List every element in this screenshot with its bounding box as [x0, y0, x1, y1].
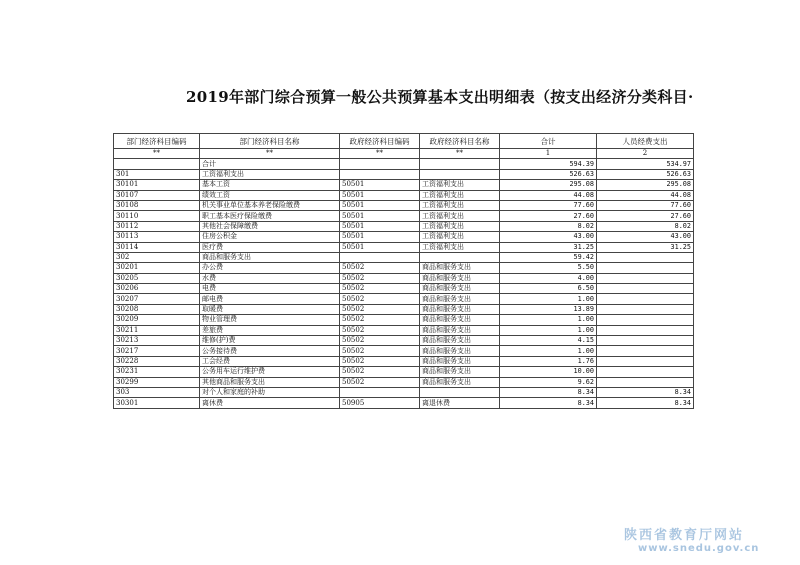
- table-row: [114, 367, 694, 377]
- personnel-cell: 77.60: [597, 200, 694, 210]
- dept-name-cell: 物业管理费: [200, 315, 340, 325]
- gov-name-cell: 商品和服务支出: [420, 336, 500, 346]
- dept-name-cell: 基本工资: [200, 180, 340, 190]
- total-cell: 526.63: [500, 169, 597, 179]
- dept-name-cell: 对个人和家庭的补助: [200, 387, 340, 397]
- gov-name-cell: 商品和服务支出: [420, 377, 500, 387]
- personnel-cell: [597, 325, 694, 335]
- subheader-cell: **: [420, 149, 500, 159]
- dept-code-cell: 30301: [114, 398, 200, 408]
- table-row: [114, 273, 694, 283]
- table-row: [114, 169, 694, 179]
- subheader-cell: 2: [597, 149, 694, 159]
- gov-name-cell: 工资福利支出: [420, 180, 500, 190]
- dept-name-cell: 办公费: [200, 263, 340, 273]
- dept-code-cell: 30112: [114, 221, 200, 231]
- table-row: [114, 336, 694, 346]
- gov-code-cell: 50502: [340, 336, 420, 346]
- gov-name-cell: 工资福利支出: [420, 200, 500, 210]
- table-row: [114, 159, 694, 169]
- header-gov-name: 政府经济科目名称: [420, 134, 500, 149]
- table-row: [114, 221, 694, 231]
- dept-code-cell: 303: [114, 387, 200, 397]
- dept-code-cell: 301: [114, 169, 200, 179]
- gov-name-cell: 商品和服务支出: [420, 294, 500, 304]
- dept-code-cell: 30101: [114, 180, 200, 190]
- personnel-cell: 43.00: [597, 232, 694, 242]
- watermark-site-name: 陕西省教育厅网站: [624, 528, 745, 543]
- personnel-cell: [597, 315, 694, 325]
- personnel-cell: 31.25: [597, 242, 694, 252]
- total-cell: 1.00: [500, 325, 597, 335]
- gov-name-cell: 工资福利支出: [420, 221, 500, 231]
- table-row: [114, 387, 694, 397]
- dept-code-cell: [114, 159, 200, 169]
- dept-code-cell: 30299: [114, 377, 200, 387]
- table-subheader-row: [114, 149, 694, 159]
- table-row: [114, 304, 694, 314]
- table-row: [114, 294, 694, 304]
- personnel-cell: 8.02: [597, 221, 694, 231]
- page-title: 2019年部门综合预算一般公共预算基本支出明细表（按支出经济分类科目·: [186, 88, 694, 106]
- gov-code-cell: 50501: [340, 221, 420, 231]
- total-cell: 8.34: [500, 387, 597, 397]
- header-personnel: 人员经费支出: [597, 134, 694, 149]
- gov-code-cell: [340, 387, 420, 397]
- gov-code-cell: 50501: [340, 232, 420, 242]
- dept-name-cell: 公务接待费: [200, 346, 340, 356]
- gov-code-cell: 50502: [340, 263, 420, 273]
- dept-name-cell: 电费: [200, 284, 340, 294]
- gov-code-cell: 50502: [340, 346, 420, 356]
- total-cell: 44.08: [500, 190, 597, 200]
- dept-name-cell: 住房公积金: [200, 232, 340, 242]
- table-row: [114, 180, 694, 190]
- gov-name-cell: 商品和服务支出: [420, 263, 500, 273]
- gov-name-cell: 商品和服务支出: [420, 367, 500, 377]
- total-cell: 6.50: [500, 284, 597, 294]
- watermark-url: www.snedu.gov.cn: [638, 543, 760, 554]
- total-cell: 295.08: [500, 180, 597, 190]
- dept-code-cell: 30211: [114, 325, 200, 335]
- gov-name-cell: 离退休费: [420, 398, 500, 408]
- gov-code-cell: 50501: [340, 180, 420, 190]
- total-cell: 27.60: [500, 211, 597, 221]
- personnel-cell: 27.60: [597, 211, 694, 221]
- dept-name-cell: 差旅费: [200, 325, 340, 335]
- dept-name-cell: 离休费: [200, 398, 340, 408]
- table-row: [114, 211, 694, 221]
- gov-code-cell: 50501: [340, 211, 420, 221]
- gov-name-cell: 商品和服务支出: [420, 325, 500, 335]
- personnel-cell: [597, 367, 694, 377]
- subheader-cell: **: [340, 149, 420, 159]
- gov-code-cell: 50501: [340, 200, 420, 210]
- dept-code-cell: 30231: [114, 367, 200, 377]
- total-cell: 10.00: [500, 367, 597, 377]
- gov-name-cell: 工资福利支出: [420, 190, 500, 200]
- total-cell: 1.00: [500, 315, 597, 325]
- personnel-cell: 534.97: [597, 159, 694, 169]
- personnel-cell: 8.34: [597, 387, 694, 397]
- total-cell: 77.60: [500, 200, 597, 210]
- dept-name-cell: 公务用车运行维护费: [200, 367, 340, 377]
- gov-name-cell: 商品和服务支出: [420, 356, 500, 366]
- gov-code-cell: 50905: [340, 398, 420, 408]
- dept-code-cell: 30108: [114, 200, 200, 210]
- total-cell: 1.76: [500, 356, 597, 366]
- total-cell: 31.25: [500, 242, 597, 252]
- gov-name-cell: 工资福利支出: [420, 232, 500, 242]
- subheader-cell: 1: [500, 149, 597, 159]
- gov-code-cell: 50502: [340, 356, 420, 366]
- table-row: [114, 190, 694, 200]
- gov-code-cell: 50502: [340, 304, 420, 314]
- personnel-cell: [597, 377, 694, 387]
- header-gov-code: 政府经济科目编码: [340, 134, 420, 149]
- gov-code-cell: [340, 159, 420, 169]
- dept-code-cell: 30205: [114, 273, 200, 283]
- dept-code-cell: 30208: [114, 304, 200, 314]
- table-row: [114, 242, 694, 252]
- header-total: 合计: [500, 134, 597, 149]
- dept-code-cell: 30201: [114, 263, 200, 273]
- total-cell: 1.00: [500, 294, 597, 304]
- dept-code-cell: 30107: [114, 190, 200, 200]
- table-row: [114, 200, 694, 210]
- gov-code-cell: [340, 169, 420, 179]
- table-row: [114, 232, 694, 242]
- gov-code-cell: 50501: [340, 242, 420, 252]
- personnel-cell: [597, 336, 694, 346]
- total-cell: 43.00: [500, 232, 597, 242]
- site-watermark: [624, 524, 759, 554]
- total-cell: 8.34: [500, 398, 597, 408]
- dept-name-cell: 工资福利支出: [200, 169, 340, 179]
- dept-code-cell: 30217: [114, 346, 200, 356]
- table-row: [114, 377, 694, 387]
- gov-code-cell: 50502: [340, 367, 420, 377]
- total-cell: 4.00: [500, 273, 597, 283]
- table-row: [114, 263, 694, 273]
- gov-code-cell: 50502: [340, 273, 420, 283]
- personnel-cell: [597, 263, 694, 273]
- total-cell: 13.89: [500, 304, 597, 314]
- total-cell: 9.62: [500, 377, 597, 387]
- personnel-cell: 295.08: [597, 180, 694, 190]
- dept-name-cell: 其他社会保障缴费: [200, 221, 340, 231]
- dept-code-cell: 30206: [114, 284, 200, 294]
- personnel-cell: [597, 284, 694, 294]
- dept-code-cell: 30209: [114, 315, 200, 325]
- gov-name-cell: 商品和服务支出: [420, 273, 500, 283]
- gov-code-cell: 50501: [340, 190, 420, 200]
- gov-code-cell: 50502: [340, 377, 420, 387]
- table-row: [114, 346, 694, 356]
- gov-name-cell: 商品和服务支出: [420, 304, 500, 314]
- subheader-cell: **: [114, 149, 200, 159]
- gov-name-cell: 商品和服务支出: [420, 284, 500, 294]
- gov-name-cell: 工资福利支出: [420, 211, 500, 221]
- dept-name-cell: 职工基本医疗保险缴费: [200, 211, 340, 221]
- dept-name-cell: 维修(护)费: [200, 336, 340, 346]
- gov-name-cell: 工资福利支出: [420, 242, 500, 252]
- gov-name-cell: 商品和服务支出: [420, 346, 500, 356]
- total-cell: 4.15: [500, 336, 597, 346]
- dept-name-cell: 绩效工资: [200, 190, 340, 200]
- budget-detail-table: [113, 133, 694, 409]
- dept-name-cell: 机关事业单位基本养老保险缴费: [200, 200, 340, 210]
- dept-code-cell: 30228: [114, 356, 200, 366]
- total-cell: 59.42: [500, 252, 597, 262]
- header-dept-code: 部门经济科目编码: [114, 134, 200, 149]
- dept-name-cell: 邮电费: [200, 294, 340, 304]
- total-cell: 1.00: [500, 346, 597, 356]
- personnel-cell: [597, 252, 694, 262]
- gov-code-cell: [340, 252, 420, 262]
- personnel-cell: 44.08: [597, 190, 694, 200]
- gov-code-cell: 50502: [340, 284, 420, 294]
- dept-name-cell: 商品和服务支出: [200, 252, 340, 262]
- dept-name-cell: 取暖费: [200, 304, 340, 314]
- header-dept-name: 部门经济科目名称: [200, 134, 340, 149]
- total-cell: 594.39: [500, 159, 597, 169]
- personnel-cell: [597, 304, 694, 314]
- dept-name-cell: 工会经费: [200, 356, 340, 366]
- table-row: [114, 356, 694, 366]
- subheader-cell: **: [200, 149, 340, 159]
- table-row: [114, 398, 694, 408]
- dept-name-cell: 合计: [200, 159, 340, 169]
- dept-code-cell: 302: [114, 252, 200, 262]
- table-row: [114, 284, 694, 294]
- gov-name-cell: [420, 159, 500, 169]
- total-cell: 8.02: [500, 221, 597, 231]
- dept-code-cell: 30113: [114, 232, 200, 242]
- gov-code-cell: 50502: [340, 315, 420, 325]
- dept-code-cell: 30207: [114, 294, 200, 304]
- dept-name-cell: 其他商品和服务支出: [200, 377, 340, 387]
- gov-code-cell: 50502: [340, 325, 420, 335]
- dept-name-cell: 医疗费: [200, 242, 340, 252]
- table-header-row: [114, 134, 694, 149]
- personnel-cell: [597, 356, 694, 366]
- personnel-cell: 8.34: [597, 398, 694, 408]
- table-row: [114, 315, 694, 325]
- dept-code-cell: 30110: [114, 211, 200, 221]
- gov-name-cell: [420, 169, 500, 179]
- dept-code-cell: 30213: [114, 336, 200, 346]
- personnel-cell: 526.63: [597, 169, 694, 179]
- total-cell: 5.50: [500, 263, 597, 273]
- dept-code-cell: 30114: [114, 242, 200, 252]
- dept-name-cell: 水费: [200, 273, 340, 283]
- gov-code-cell: 50502: [340, 294, 420, 304]
- personnel-cell: [597, 273, 694, 283]
- personnel-cell: [597, 294, 694, 304]
- table-row: [114, 252, 694, 262]
- personnel-cell: [597, 346, 694, 356]
- gov-name-cell: [420, 387, 500, 397]
- table-row: [114, 325, 694, 335]
- gov-name-cell: 商品和服务支出: [420, 315, 500, 325]
- gov-name-cell: [420, 252, 500, 262]
